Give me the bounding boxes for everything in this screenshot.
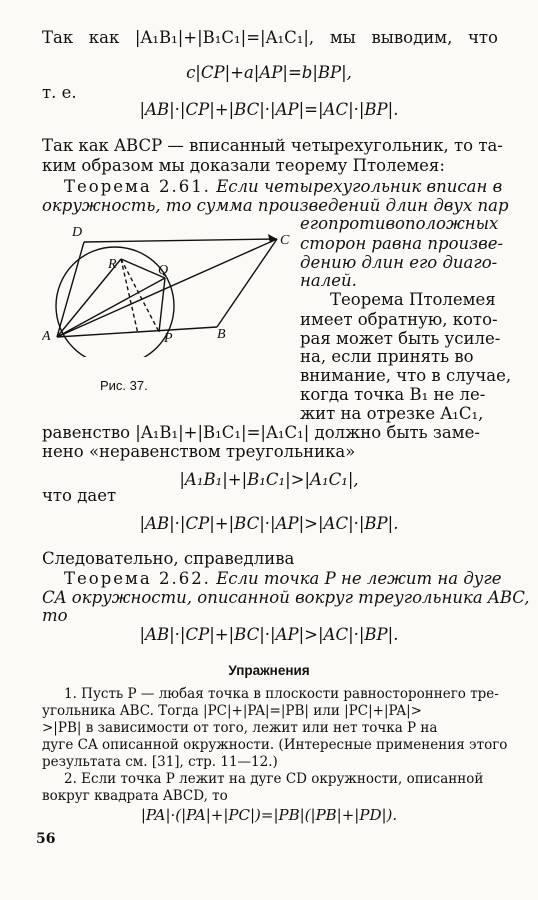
- label-d: D: [72, 225, 83, 240]
- segment-qp: [159, 278, 165, 332]
- exercise-text: 2. Если точка P лежит на дуге CD окружности, описанной: [64, 771, 484, 787]
- word: как: [88, 28, 120, 47]
- formula-2: |AB|·|CP|+|BC|·|AP|=|AC|·|BP|.: [139, 100, 399, 119]
- label-p: P: [164, 331, 173, 346]
- exercise-text: >|PB| в зависимости от того, лежит или нет точка P на: [42, 720, 438, 736]
- word: выводим,: [371, 28, 453, 47]
- formula-3: |A₁B₁|+|B₁C₁|>|A₁C₁|,: [179, 470, 359, 489]
- exercise-text: 1. Пусть P — любая точка в плоскости равностороннего тре-: [64, 686, 499, 702]
- text-line: что дает: [42, 486, 117, 505]
- formula-4: |AB|·|CP|+|BC|·|AP|>|AC|·|BP|.: [139, 514, 399, 533]
- theorem-2-62-line: [64, 569, 501, 589]
- page-number: 56: [36, 831, 56, 847]
- formula-5: |AB|·|CP|+|BC|·|AP|>|AC|·|BP|.: [139, 625, 399, 644]
- text-line: когда точка B₁ не ле-: [300, 385, 486, 404]
- text-line: жит на отрезке A₁C₁,: [300, 404, 484, 423]
- word: |A₁B₁|+|B₁C₁|=|A₁C₁|,: [134, 28, 315, 47]
- exercise-text: угольника ABC. Тогда |PC|+|PA|=|PB| или |PC|+|PA|>: [42, 703, 422, 719]
- label-b: B: [217, 327, 226, 342]
- text-line: нено «неравенством треугольника»: [42, 442, 356, 461]
- theorem-text: дению длин его диаго-: [300, 253, 498, 272]
- figure-caption: Рис. 37.: [100, 378, 148, 393]
- text-line: т. е.: [42, 83, 77, 102]
- label-c: C: [280, 233, 290, 248]
- word: его: [300, 214, 329, 233]
- theorem-text: Если четырехугольник вписан в: [216, 177, 503, 196]
- exercise-text: дуге CA описанной окружности. (Интересные применения этого: [42, 737, 508, 753]
- text-line: равенство |A₁B₁|+|B₁C₁|=|A₁C₁| должно быть заме-: [42, 423, 480, 442]
- theorem-text: [300, 214, 498, 234]
- formula-6: |PA|·(|PA|+|PC|)=|PB|(|PB|+|PD|).: [140, 806, 398, 824]
- text-line: ким образом мы доказали теорему Птолемея:: [42, 156, 445, 175]
- label-a: A: [42, 329, 51, 344]
- segment-dc: [84, 239, 277, 242]
- exercises-heading: Упражнения: [228, 663, 310, 678]
- text-line: внимание, что в случае,: [300, 366, 512, 385]
- segment-rp2: [121, 259, 138, 334]
- segment-aq: [57, 278, 165, 337]
- text-line: Теорема Птолемея: [330, 290, 496, 309]
- text-line: Следовательно, справедлива: [42, 549, 295, 568]
- text-line: на, если принять во: [300, 347, 474, 366]
- segment-rp: [121, 259, 159, 332]
- theorem-text: сторон равна произве-: [300, 234, 504, 253]
- exercise-text: результата см. [31], стр. 11—12.): [42, 754, 278, 770]
- formula-1: c|CP|+a|AP|=b|BP|,: [186, 63, 352, 82]
- text-line: рая может быть усиле-: [300, 329, 501, 348]
- theorem-text: Если точка P не лежит на дуге: [216, 569, 502, 588]
- theorem-heading: Теорема 2.61.: [64, 177, 211, 196]
- word: мы: [329, 28, 356, 47]
- theorem-text: окружность, то сумма произведений длин двух пар: [42, 196, 509, 215]
- theorem-text: CA окружности, описанной вокруг треугольника ABC,: [42, 588, 530, 607]
- theorem-text: налей.: [300, 271, 357, 290]
- theorem-2-61-line: [64, 177, 502, 197]
- exercise-text: вокруг квадрата ABCD, то: [42, 788, 228, 804]
- word: что: [467, 28, 498, 47]
- text-line: имеет обратную, кото-: [300, 310, 498, 329]
- theorem-heading: Теорема 2.62.: [64, 569, 211, 588]
- label-r: R: [108, 257, 117, 272]
- word: противоположных: [328, 214, 499, 233]
- word: Так: [42, 28, 74, 47]
- label-q: Q: [158, 263, 169, 278]
- text-line: Так как ABCP — вписанный четырехугольник, то та-: [42, 136, 503, 155]
- text-line: [42, 28, 498, 48]
- figure-37: [42, 222, 304, 357]
- segment-ad: [57, 242, 84, 337]
- theorem-text: то: [42, 606, 68, 625]
